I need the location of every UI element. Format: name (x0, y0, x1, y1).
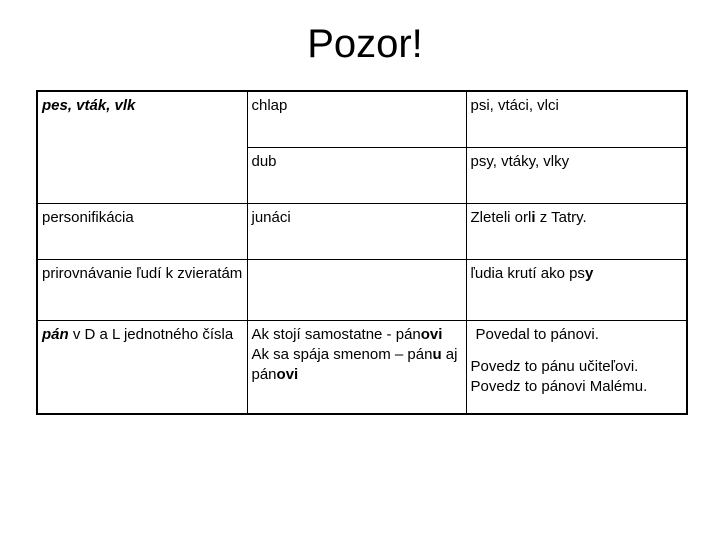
cell-text-bold: y (584, 265, 594, 282)
table-cell (37, 260, 247, 321)
table-cell (466, 260, 687, 321)
table-cell (37, 148, 247, 204)
table-cell (247, 321, 466, 415)
cell-text: psi, vtáci, vlci (470, 97, 559, 114)
table-cell (37, 91, 247, 148)
cell-text: Povedz to pánu učiteľovi. (470, 358, 639, 375)
cell-text: junáci (251, 209, 291, 226)
table-cell (247, 260, 466, 321)
table-cell (466, 91, 687, 148)
table-cell (247, 91, 466, 148)
cell-text: psy, vtáky, vlky (470, 153, 570, 170)
table-row (37, 260, 687, 321)
table-cell (466, 148, 687, 204)
cell-text: Zleteli orl (470, 209, 532, 226)
cell-text: personifikácia (42, 209, 134, 226)
cell-text: Povedz to pánovi Malému. (470, 378, 648, 395)
table-row (37, 204, 687, 260)
table-cell (37, 204, 247, 260)
cell-text-bold: u (432, 346, 442, 363)
cell-text: Ak stojí samostatne - pán (251, 326, 421, 343)
table-cell (247, 148, 466, 204)
cell-text: dub (251, 153, 277, 170)
cell-text: v D a L jednotného čísla (68, 326, 234, 343)
cell-text-bold: ovi (420, 326, 443, 343)
comparison-table (36, 90, 688, 415)
table-cell (466, 204, 687, 260)
table-cell (466, 321, 687, 415)
cell-text: prirovnávanie ľudí k zvieratám (42, 265, 243, 282)
table-cell (37, 321, 247, 415)
cell-text-bold-italic: pán (42, 326, 69, 343)
cell-text: pes, vták, vlk (42, 97, 136, 114)
cell-text-bold: ovi (276, 366, 299, 383)
table-cell (247, 204, 466, 260)
cell-text: Ak sa spája smenom – pán (251, 346, 433, 363)
cell-text: chlap (251, 97, 288, 114)
cell-text: Povedal to pánovi. (475, 326, 599, 343)
cell-text-bold: i (531, 209, 536, 226)
slide-title: Pozor! (307, 22, 423, 66)
table-row (37, 321, 687, 415)
table-row (37, 91, 687, 148)
cell-text: z Tatry. (535, 209, 587, 226)
table-row (37, 148, 687, 204)
cell-text: aj pán (251, 346, 458, 383)
cell-text: ľudia krutí ako ps (470, 265, 585, 282)
